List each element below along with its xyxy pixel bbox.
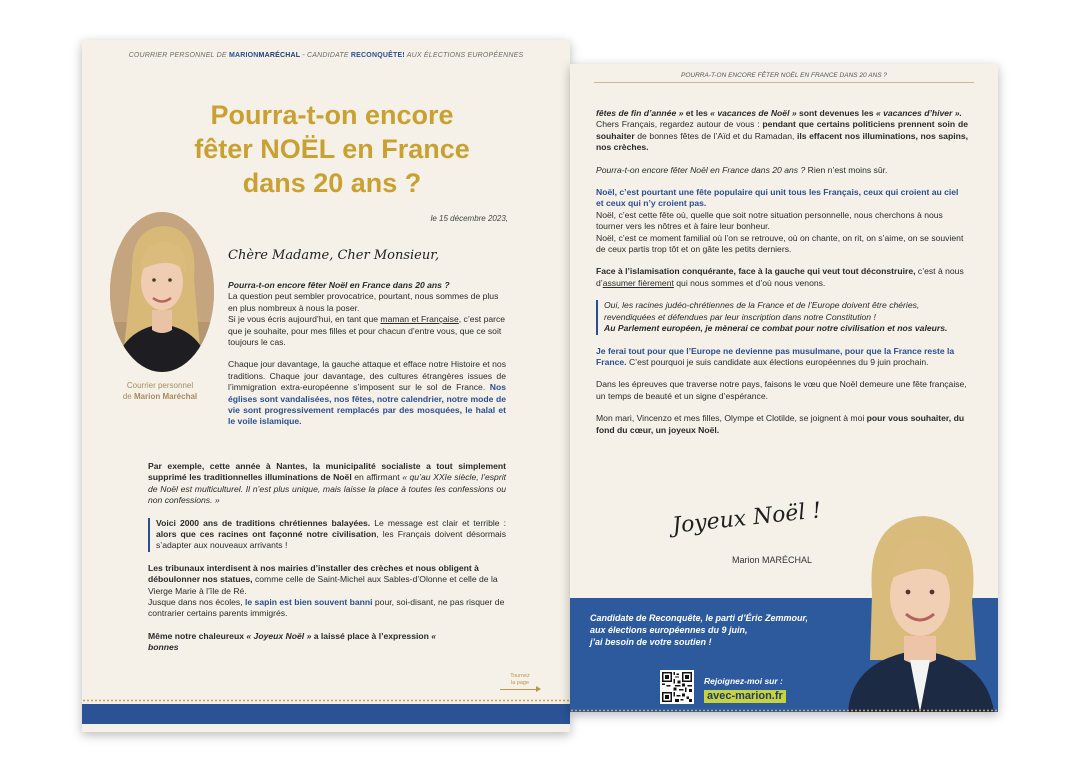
- r-underlined-phrase: assumer fièrement: [602, 277, 674, 288]
- title-line-2: fêter NOËL en France: [194, 134, 470, 164]
- arrow-right-icon: [500, 689, 540, 690]
- turn-line-2: la page: [510, 680, 530, 686]
- letter-body-right: [596, 108, 968, 436]
- r-paragraph-6-bold: Au Parlement européen, je mènerai ce combat pour notre civilisation et nos valeurs.: [604, 323, 948, 334]
- letter-intro: [228, 280, 506, 428]
- turn-line-1: Tournez: [510, 673, 530, 679]
- r-paragraph-6-quote: Oui, les racines judéo-chrétiennes de la France et de l’Europe doivent être chéries, revendiquées et défendues par leur inscription dans notre Constitution !: [604, 300, 920, 322]
- paragraph-4-text-2: , les Français doivent désormais s’adapter aux nouveaux arrivants !: [156, 529, 506, 551]
- letter-body: [148, 461, 506, 654]
- letter-page-right: [570, 64, 998, 712]
- paragraph-2-highlight: Nos églises sont vandalisées, nos fêtes, notre calendrier, notre mode de vie sont progressivement remplacés par des mosquées, le halal et le voile islamique.: [228, 382, 507, 427]
- r-paragraph-1-bold-2: sont devenues les: [799, 108, 874, 118]
- r-paragraph-5-bold: Face à l’islamisation conquérante, face à la gauche qui veut tout déconstruire,: [596, 266, 916, 277]
- paragraph-6-quote-2: « bonnes: [148, 630, 437, 653]
- candidate-photo: [844, 510, 998, 712]
- r-paragraph-3-text: Rien n’est moins sûr.: [807, 164, 888, 175]
- r-paragraph-2-text: Chers Français, regardez autour de vous :: [596, 119, 760, 130]
- header-rule: [594, 82, 974, 83]
- qr-code-icon[interactable]: [660, 670, 694, 704]
- r-paragraph-4-text: Noël, c’est cette fête où, quelle que soit notre situation personnelle, nous cherchons à nous tourner vers les nôtres et à faire leur bonheur.: [596, 209, 943, 232]
- letter-header: [82, 52, 570, 59]
- page-title: [142, 98, 522, 200]
- r-paragraph-9-text: Mon mari, Vincenzo et mes filles, Olympe et Clotilde, se joignent à moi: [596, 413, 865, 424]
- candidate-image: [844, 510, 998, 712]
- r-paragraph-4-text-2: Noël, c’est ce moment familial où l’on se retrouve, où on chante, on rit, on s’aime, on se souvient de ceux partis trop tôt et on gâte les petits derniers.: [596, 232, 964, 255]
- r-paragraph-7-text: C’est pourquoi je suis candidate aux élections européennes du 9 juin prochain.: [628, 356, 929, 367]
- paragraph-5-text-2: Jusque dans nos écoles,: [148, 597, 243, 608]
- r-paragraph-5-text: c’est à nous d’: [596, 266, 964, 288]
- header-pre: COURRIER PERSONNEL DE: [128, 52, 227, 59]
- r-paragraph-4-highlight: Noël, c’est pourtant une fête populaire qui unit tous les Français, ceux qui croient au ciel et ceux qui n’y croient pas.: [596, 187, 959, 209]
- r-paragraph-8: Dans les épreuves que traverse notre pays, faisons le vœu que Noël demeure une fête française, un temps de beauté et un signe d’espérance.: [596, 379, 967, 401]
- promo-line-1: Candidate de Reconquête, le parti d’Éric Zemmour,: [590, 613, 809, 623]
- r-paragraph-1-quote-2: « vacances de Noël »: [710, 108, 797, 118]
- paragraph-3-bold: Par exemple, cette année à Nantes, la municipalité socialiste a tout simplement supprimé les traditionnelles illuminations de Noël: [148, 461, 506, 483]
- paragraph-3-quote: « qu’au XXIe siècle, l’esprit de Noël est multiculturel. Il n’est plus unique, mais laisse la place à toutes les confessions ou non confessions. »: [148, 472, 506, 506]
- intro-text-3: , c’est parce que je souhaite, pour mes filles et pour chacun d’entre vous, que ce soit toujours le cas.: [228, 314, 506, 348]
- dotted-divider-right: [570, 709, 998, 712]
- promo-line-2: aux élections européennes du 9 juin,: [590, 625, 748, 635]
- intro-text: La question peut sembler provocatrice, pourtant, nous sommes de plus en plus nombreux à nous la poser.: [228, 291, 499, 313]
- paragraph-5-highlight: le sapin est bien souvent banni: [245, 597, 373, 608]
- header-mid: - CANDIDATE: [302, 52, 349, 59]
- r-paragraph-2-text-2: de bonnes fêtes de l’Aïd et du Ramadan,: [637, 130, 795, 141]
- turn-page-hint: [500, 673, 540, 690]
- title-line-1: Pourra-t-on encore: [210, 100, 454, 130]
- header-post: AUX ÉLECTIONS EUROPÉENNES: [406, 52, 524, 59]
- underlined-phrase: maman et Française: [380, 314, 459, 325]
- website-link[interactable]: avec-marion.fr: [704, 690, 786, 703]
- paragraph-2-text: Chaque jour davantage, la gauche attaque et efface notre Histoire et nos traditions. Chaque jour davantage, des cultures étrangères issues de l’immigration extra-européenne s’imposent sur le sol de France.: [228, 359, 506, 393]
- caption-line-1: Courrier personnel: [126, 381, 194, 390]
- portrait-photo: [110, 212, 214, 372]
- join-label: Rejoignez-moi sur :: [704, 676, 783, 686]
- handwritten-signature: Joyeux Noël !: [671, 498, 823, 539]
- intro-text-2: Si je vous écris aujourd’hui, en tant que: [228, 314, 379, 325]
- paragraph-4-bold: Voici 2000 ans de traditions chrétiennes balayées.: [156, 517, 371, 528]
- r-paragraph-1-quote: fêtes de fin d’année »: [596, 108, 684, 118]
- portrait-image: [110, 212, 214, 372]
- caption-pre: de: [122, 392, 132, 401]
- paragraph-6-bold-2: a laissé place à l’expression: [313, 630, 429, 641]
- paragraph-4-bold-2: alors que ces racines ont façonné notre civilisation: [156, 529, 377, 540]
- paragraph-5-text: comme celle de Saint-Michel aux Sables-d’Olonne et celle de la Vierge Marie à l’île de Ré.: [148, 574, 498, 596]
- paragraph-6-bold: Même notre chaleureux: [148, 630, 244, 641]
- r-paragraph-9-bold: pour vous souhaiter, du fond du cœur, un joyeux Noël.: [596, 413, 965, 435]
- paragraph-6-quote: « Joyeux Noël »: [246, 630, 312, 641]
- intro-question: Pourra-t-on encore fêter Noël en France dans 20 ans ?: [228, 280, 450, 290]
- paragraph-4-text: Le message est clair et terrible :: [374, 517, 506, 528]
- r-paragraph-2-bold-2: ils effacent nos illuminations, nos sapins, nos crèches.: [596, 130, 969, 153]
- caption-name: Marion Maréchal: [134, 392, 198, 401]
- promo-text: [590, 612, 820, 648]
- promo-line-3: j’ai besoin de votre soutien !: [590, 637, 712, 647]
- letter-date: le 15 décembre 2023,: [430, 214, 508, 223]
- title-line-3: dans 20 ans ?: [242, 168, 422, 198]
- footer-band: [82, 704, 570, 724]
- salutation: Chère Madame, Cher Monsieur,: [228, 248, 440, 263]
- dotted-divider: [82, 699, 570, 702]
- brand-marion: MARIONMARÉCHAL: [228, 52, 301, 59]
- r-paragraph-2-bold: pendant que certains politiciens prennent soin de souhaiter: [596, 119, 968, 141]
- portrait-caption: [104, 380, 216, 402]
- paragraph-5-bold: Les tribunaux interdisent à nos mairies d’installer des crèches et nous obligent à déboulonner nos statues,: [148, 562, 479, 585]
- signer-name: Marion MARÉCHAL: [732, 555, 813, 565]
- r-paragraph-7-highlight: Je ferai tout pour que l’Europe ne devienne pas musulmane, pour que la France reste la France.: [596, 345, 955, 367]
- r-paragraph-5-text-2: qui nous sommes et d’où nous venons.: [676, 277, 826, 288]
- r-paragraph-3-question: Pourra-t-on encore fêter Noël en France dans 20 ans ?: [596, 164, 806, 175]
- paragraph-3-text: en affirmant: [354, 472, 400, 483]
- letter-page-left: [82, 40, 570, 732]
- r-paragraph-1-bold: et les: [685, 108, 708, 118]
- paragraph-5-text-3: pour, soi-disant, ne pas risquer de contrarier certains parents immigrés.: [148, 597, 505, 619]
- r-paragraph-1-quote-3: « vacances d’hiver ».: [875, 108, 962, 118]
- running-header: POURRA-T-ON ENCORE FÊTER NOËL EN FRANCE DANS 20 ANS ?: [681, 72, 887, 79]
- brand-reconquete: RECONQUÊTE!: [350, 52, 405, 59]
